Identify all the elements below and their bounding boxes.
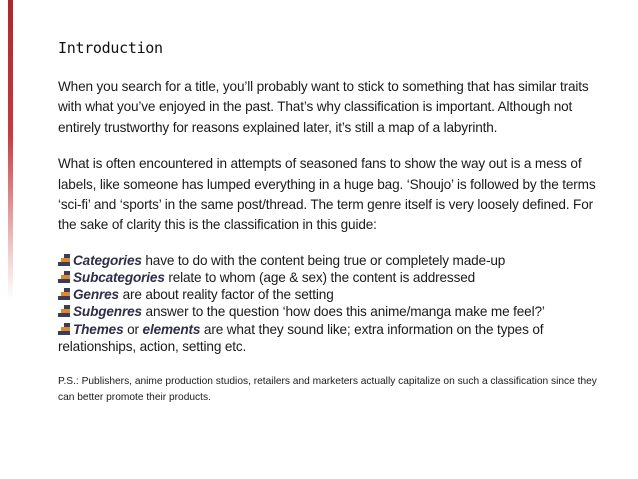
list-item-themes — [58, 321, 606, 355]
ps-note: P.S.: Publishers, anime production studios, retailers and marketers actually capitalize on such a classification since they can better promote their products. — [58, 376, 597, 403]
term-themes: Themes — [73, 321, 124, 337]
list-item-text: are what they sound like; extra information on the types of relationships, action, setting etc. — [58, 321, 544, 354]
stair-step-bullet-icon — [58, 288, 70, 300]
classification-list — [58, 252, 606, 355]
term-subcategories: Subcategories — [73, 270, 165, 286]
term-genres: Genres — [73, 287, 119, 303]
list-item-categories — [58, 252, 606, 269]
intro-paragraph-2: What is often encountered in attempts of seasoned fans to show the way out is a mess of labels, like someone has lumped everything in a huge bag. ‘Shoujo’ is followed by the terms ‘sci-fi’ and ‘sports’ in the same post/thread. The term genre itself is very loosely defined. For the sake of clarity this is the classification in this guide: — [58, 156, 596, 233]
list-item-connector: or — [123, 321, 143, 337]
stair-step-bullet-icon — [58, 271, 70, 283]
intro-paragraph-1: When you search for a title, you’ll probably want to stick to something that has similar traits with what you’ve enjoyed in the past. That’s why classification is important. Although not entirely trustworthy for reasons explained later, it’s still a map of a labyrinth. — [58, 79, 589, 135]
list-item-text: are about reality factor of the setting — [118, 287, 334, 303]
left-accent-bar — [8, 0, 13, 300]
list-item-text: relate to whom (age & sex) the content is addressed — [164, 270, 476, 286]
stair-step-bullet-icon — [58, 254, 70, 266]
term-subgenres: Subgenres — [73, 304, 142, 320]
slide-content — [58, 38, 606, 405]
list-item-text: answer to the question ‘how does this anime/manga make me feel?’ — [141, 304, 545, 320]
term-elements: elements — [142, 321, 201, 337]
term-categories: Categories — [73, 252, 142, 268]
list-item-text: have to do with the content being true or completely made-up — [141, 252, 506, 268]
slide-title: Introduction — [58, 39, 163, 57]
stair-step-bullet-icon — [58, 305, 70, 317]
list-item-genres — [58, 286, 606, 303]
list-item-subgenres — [58, 303, 606, 320]
list-item-subcategories — [58, 269, 606, 286]
stair-step-bullet-icon — [58, 323, 70, 335]
